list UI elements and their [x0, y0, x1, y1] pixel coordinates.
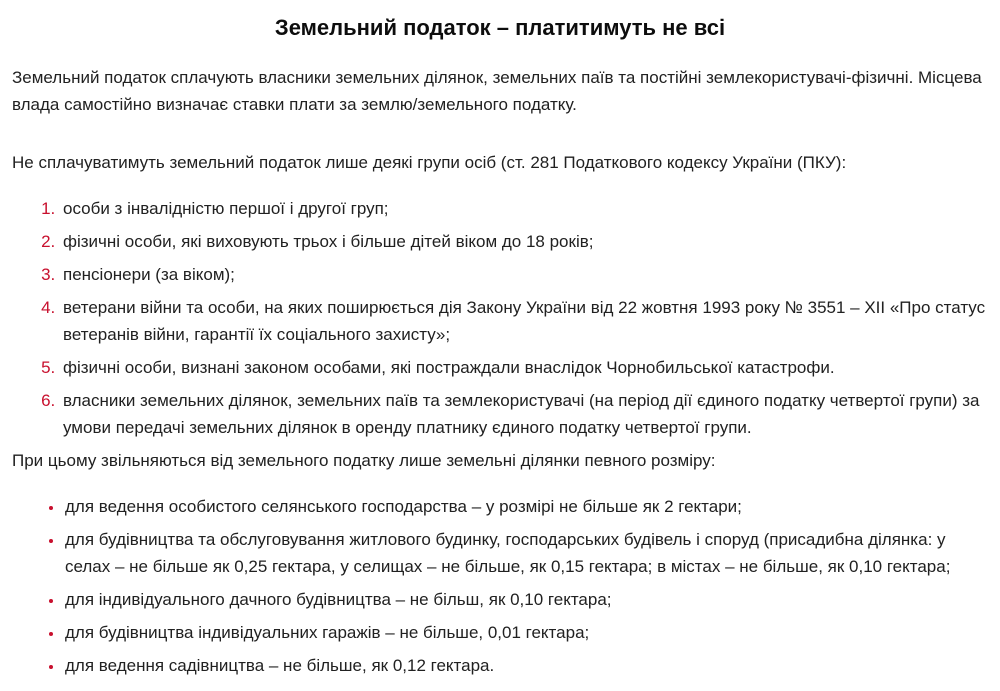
size-intro-paragraph: При цьому звільняються від земельного податку лише земельні ділянки певного розміру:	[12, 451, 716, 470]
list-item: • для ведення особистого селянського господарства – у розмірі не більше як 2 гектари;	[64, 493, 988, 520]
list-item: 4. ветерани війни та особи, на яких поширюється дія Закону України від 22 жовтня 1993 року № 3551 – ХІІ «Про статус ветеранів війни, гарантії їх соціального захисту»;	[60, 294, 988, 348]
plot-size-list	[12, 493, 988, 679]
list-item: 6. власники земельних ділянок, земельних паїв та землекористувачі (на період дії єдиного податку четвертої групи) за умови передачі земельних ділянок в оренду платнику єдиного податку четвертої групи.	[60, 387, 988, 441]
list-item: 5. фізичні особи, визнані законом особами, які постраждали внаслідок Чорнобильської катастрофи.	[60, 354, 988, 381]
exemption-intro-paragraph: Не сплачуватимуть земельний податок лише деякі групи осіб (ст. 281 Податкового кодексу України (ПКУ):	[12, 153, 847, 172]
list-item: 1. особи з інвалідністю першої і другої груп;	[60, 195, 988, 222]
exempt-groups-list	[12, 195, 988, 441]
list-item: • для будівництва індивідуальних гаражів – не більше, 0,01 гектара;	[64, 619, 988, 646]
page-title: Земельний податок – платитимуть не всі	[274, 15, 726, 40]
intro-paragraph: Земельний податок сплачують власники земельних ділянок, земельних паїв та постійні землекористувачі-фізичні. Місцева влада самостійно визначає ставки плати за землю/земельного податку.	[12, 68, 982, 114]
list-item: • для індивідуального дачного будівництва – не більш, як 0,10 гектара;	[64, 586, 988, 613]
list-item: • для будівництва та обслуговування житлового будинку, господарських будівель і споруд (присадибна ділянка: у селах – не більше як 0,25 гектара, у селищах – не більше, як 0,15 гектара; в містах – не більше, як 0,10 гектара;	[64, 526, 988, 580]
list-item: 3. пенсіонери (за віком);	[60, 261, 988, 288]
list-item: 2. фізичні особи, які виховують трьох і більше дітей віком до 18 років;	[60, 228, 988, 255]
list-item: • для ведення садівництва – не більше, як 0,12 гектара.	[64, 652, 988, 679]
